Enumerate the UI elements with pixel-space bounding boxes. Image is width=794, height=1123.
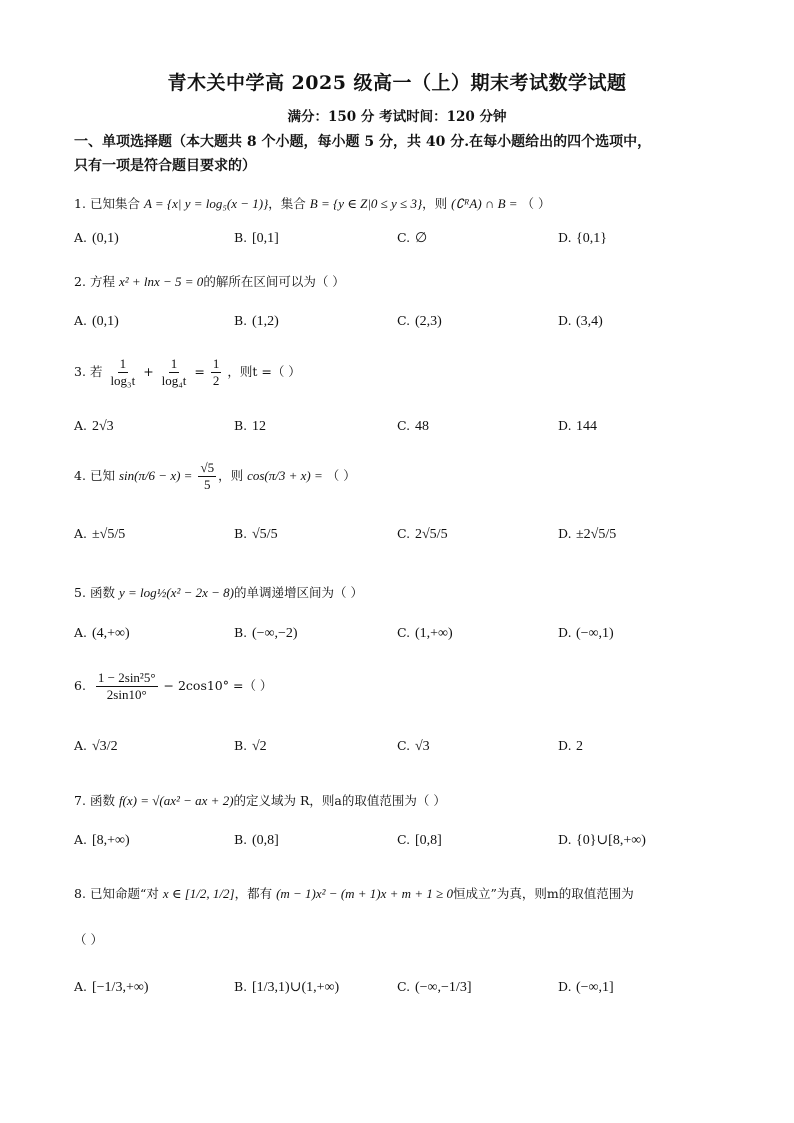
options-q3 [74, 418, 734, 448]
question-text: ，则 [218, 468, 244, 483]
question-text: 的单调递增区间为（ ） [233, 585, 363, 600]
option-label: C. [397, 526, 411, 541]
option-d[interactable] [558, 313, 603, 330]
question-text: 函数 [89, 585, 115, 600]
denominator: 2sin10° [106, 687, 147, 702]
option-label: D. [558, 979, 572, 994]
option-label: B. [234, 230, 248, 245]
section-heading-line2: 只有一项是符合题目要求的） [74, 158, 256, 174]
option-label: D. [558, 625, 572, 640]
option-label: B. [234, 313, 248, 328]
options-q7 [74, 832, 734, 862]
option-label: A. [74, 230, 88, 245]
question-text: ，集合 [268, 196, 306, 211]
option-value: {0}∪[8,+∞) [576, 833, 646, 848]
question-number: 3. [74, 364, 86, 379]
option-d[interactable] [558, 979, 614, 996]
option-value: 2√3 [92, 419, 114, 434]
option-b[interactable] [234, 313, 279, 330]
option-a[interactable] [74, 625, 130, 642]
option-label: A. [74, 313, 88, 328]
option-label: C. [397, 979, 411, 994]
math-expression: B = {y ∈ Z|0 ≤ y ≤ 3} [309, 196, 423, 211]
options-q6 [74, 738, 734, 768]
option-label: C. [397, 230, 411, 245]
options-q8 [74, 979, 734, 1009]
question-number: 8. [74, 886, 86, 901]
numerator: √5 [200, 460, 215, 475]
options-q5 [74, 625, 734, 655]
math-expression: (∁ᴿA) ∩ B = [451, 196, 518, 211]
denominator: 5 [204, 477, 211, 492]
question-text: ，都有 [234, 886, 273, 901]
question-text: 已知 [89, 468, 115, 483]
question-5 [74, 583, 734, 603]
option-value: ∅ [415, 231, 428, 246]
option-b[interactable] [234, 230, 279, 247]
question-8 [74, 884, 734, 904]
option-d[interactable] [558, 832, 646, 849]
options-q1 [74, 230, 734, 260]
question-text: − 2cos10° =（ ） [163, 678, 273, 693]
option-value: [1/3,1)∪(1,+∞) [252, 980, 340, 995]
question-3 [74, 352, 734, 392]
option-c[interactable] [397, 625, 453, 642]
option-label: A. [74, 979, 88, 994]
option-label: C. [397, 313, 411, 328]
operator: = [194, 364, 205, 379]
option-label: D. [558, 418, 572, 433]
question-text: 恒成立”为真，则m的取值范围为 [452, 886, 634, 901]
option-label: B. [234, 738, 248, 753]
math-expression: A = {x| y = log₅(x − 1)} [143, 196, 269, 211]
answer-blank: （ ） [521, 196, 551, 211]
option-d[interactable] [558, 738, 583, 755]
option-value: ±√5/5 [92, 527, 126, 542]
answer-blank: （ ） [326, 468, 356, 483]
option-value: √3 [415, 739, 430, 754]
numerator: 1 [119, 356, 127, 371]
question-text: 的定义域为 R，则a的取值范围为（ ） [233, 793, 446, 808]
question-text: ，则 [422, 196, 448, 211]
question-number: 6. [74, 678, 86, 693]
option-c[interactable] [397, 526, 448, 543]
math-expression: x² + lnx − 5 = 0 [118, 274, 204, 289]
operator: + [143, 364, 154, 379]
option-value: 48 [415, 419, 429, 434]
option-label: C. [397, 832, 411, 847]
option-d[interactable] [558, 526, 616, 543]
option-label: B. [234, 418, 248, 433]
question-number: 1. [74, 196, 86, 211]
question-number: 4. [74, 468, 86, 483]
option-label: B. [234, 979, 248, 994]
question-text: 已知集合 [89, 196, 140, 211]
answer-blank: （ ） [74, 932, 103, 947]
option-value: (3,4) [576, 314, 603, 329]
option-value: √5/5 [252, 527, 278, 542]
question-text: 方程 [89, 274, 115, 289]
option-d[interactable] [558, 418, 597, 435]
option-b[interactable] [234, 979, 339, 996]
fraction [160, 356, 189, 389]
option-value: [0,8] [415, 833, 442, 848]
question-text: 已知命题“对 [89, 886, 159, 901]
option-label: A. [74, 738, 88, 753]
option-label: C. [397, 738, 411, 753]
fraction [211, 356, 222, 389]
option-c[interactable] [397, 418, 429, 435]
question-7 [74, 791, 734, 811]
option-label: C. [397, 418, 411, 433]
option-label: B. [234, 625, 248, 640]
option-label: D. [558, 313, 572, 328]
math-expression: cos(π/3 + x) = [247, 468, 323, 483]
option-value: √3/2 [92, 739, 118, 754]
question-1 [74, 194, 734, 214]
option-value: (1,2) [252, 314, 279, 329]
option-value: √2 [252, 739, 267, 754]
option-label: A. [74, 418, 88, 433]
option-label: D. [558, 230, 572, 245]
option-value: (0,1) [92, 314, 119, 329]
option-a[interactable] [74, 979, 149, 996]
option-value: [8,+∞) [92, 833, 130, 848]
option-value: 2 [576, 739, 583, 754]
option-c[interactable] [397, 738, 430, 755]
question-6 [74, 666, 734, 706]
question-8-continuation [74, 930, 734, 950]
option-c[interactable] [397, 832, 442, 849]
option-a[interactable] [74, 526, 125, 543]
option-a[interactable] [74, 832, 130, 849]
option-label: D. [558, 526, 572, 541]
option-a[interactable] [74, 313, 119, 330]
option-c[interactable] [397, 230, 427, 247]
option-value: 12 [252, 419, 266, 434]
option-label: B. [234, 832, 248, 847]
numerator: 1 [170, 356, 178, 371]
option-label: A. [74, 832, 88, 847]
option-b[interactable] [234, 738, 267, 755]
option-label: B. [234, 526, 248, 541]
option-value: [−1/3,+∞) [92, 980, 149, 995]
option-value: {0,1} [576, 231, 607, 246]
option-value: (2,3) [415, 314, 442, 329]
options-q4 [74, 526, 734, 556]
option-a[interactable] [74, 418, 114, 435]
math-expression: y = log½(x² − 2x − 8) [118, 585, 234, 600]
option-label: C. [397, 625, 411, 640]
fraction [198, 460, 216, 493]
section-heading-line1: 一、单项选择题（本大题共 8 个小题，每小题 5 分，共 40 分.在每小题给出的四个选项中， [74, 134, 652, 150]
option-c[interactable] [397, 979, 472, 996]
math-expression: x ∈ [1/2, 1/2] [162, 886, 235, 901]
question-text: 函数 [89, 793, 115, 808]
option-d[interactable] [558, 230, 607, 247]
question-2 [74, 272, 734, 292]
denominator: log₃t [110, 373, 136, 388]
question-number: 2. [74, 274, 86, 289]
question-text: 若 [89, 364, 103, 379]
question-text: 的解所在区间可以为（ ） [203, 274, 345, 289]
option-value: (0,1) [92, 231, 119, 246]
option-b[interactable] [234, 418, 266, 435]
options-q2 [74, 313, 734, 343]
option-a[interactable] [74, 738, 118, 755]
option-value: 2√5/5 [415, 527, 448, 542]
math-expression: f(x) = √(ax² − ax + 2) [118, 793, 234, 808]
option-value: ±2√5/5 [576, 527, 617, 542]
option-value: (−∞,1) [576, 626, 614, 641]
option-label: D. [558, 738, 572, 753]
option-a[interactable] [74, 230, 119, 247]
option-label: A. [74, 625, 88, 640]
question-number: 7. [74, 793, 86, 808]
question-text: ，则t =（ ） [227, 364, 301, 379]
option-c[interactable] [397, 313, 442, 330]
option-b[interactable] [234, 832, 279, 849]
numerator: 1 [212, 356, 220, 371]
option-value: (4,+∞) [92, 626, 130, 641]
page-title: 青木关中学高 2025 级高一（上）期末考试数学试题 [167, 72, 627, 94]
denominator: 2 [212, 373, 220, 388]
option-value: (−∞,−1/3] [415, 980, 472, 995]
option-value: (1,+∞) [415, 626, 453, 641]
section-heading [74, 130, 734, 178]
option-value: (−∞,1] [576, 980, 614, 995]
option-value: (0,8] [252, 833, 279, 848]
math-expression: (m − 1)x² − (m + 1)x + m + 1 ≥ 0 [276, 886, 453, 901]
question-number: 5. [74, 585, 86, 600]
fraction [108, 356, 137, 389]
option-value: (−∞,−2) [252, 626, 298, 641]
option-label: D. [558, 832, 572, 847]
option-value: [0,1] [252, 231, 279, 246]
option-value: 144 [576, 419, 597, 434]
fraction [96, 670, 158, 703]
option-b[interactable] [234, 625, 298, 642]
question-4 [74, 456, 734, 496]
option-b[interactable] [234, 526, 278, 543]
denominator: log₄t [161, 373, 187, 388]
option-label: A. [74, 526, 88, 541]
exam-info: 满分：150 分 考试时间：120 分钟 [287, 109, 507, 125]
numerator: 1 − 2sin²5° [97, 670, 156, 685]
math-expression: sin(π/6 − x) = [118, 468, 193, 483]
option-d[interactable] [558, 625, 614, 642]
